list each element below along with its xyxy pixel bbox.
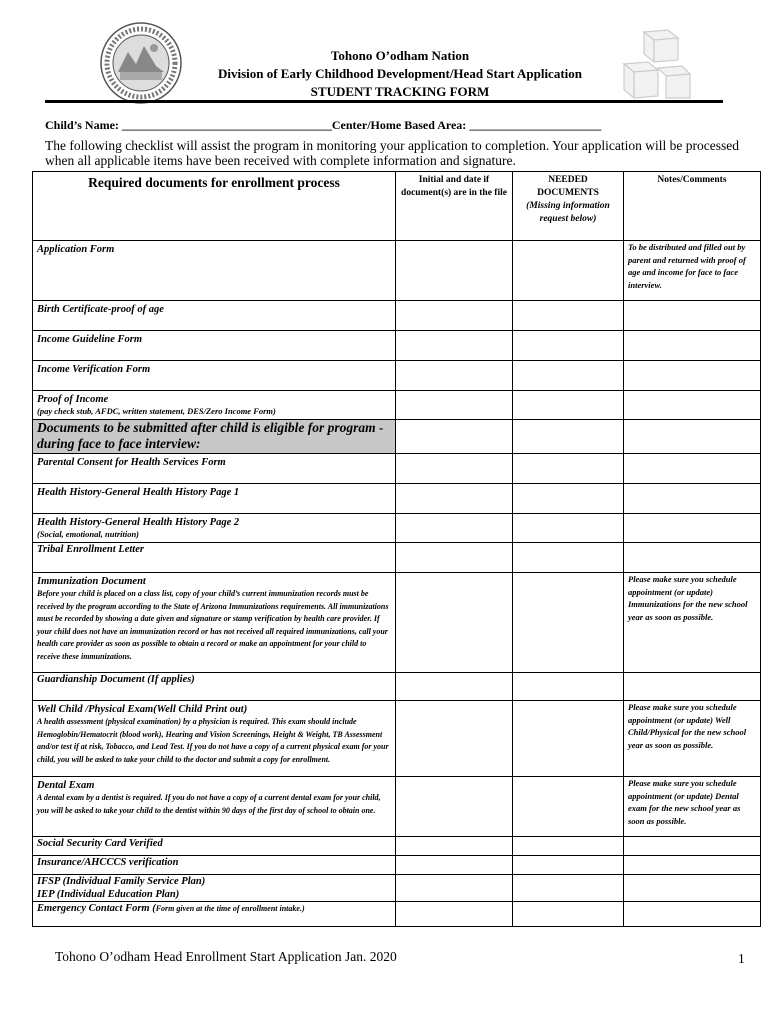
table-row — [33, 543, 761, 573]
needed-cell[interactable] — [513, 454, 624, 484]
row-cell — [33, 573, 396, 673]
needed-docs-label: NEEDED DOCUMENTS — [537, 175, 599, 198]
table-row — [33, 902, 761, 927]
row-cell — [33, 701, 396, 777]
note-cell[interactable] — [624, 514, 761, 543]
row-cell — [33, 875, 396, 902]
initial-date-cell[interactable] — [396, 573, 513, 673]
table-row — [33, 301, 761, 331]
needed-cell[interactable] — [513, 837, 624, 856]
row-label: Application Form — [33, 241, 396, 301]
row-detail: Before your child is placed on a class list, copy of your child’s current immunization records must be received by the program according to the State of Arizona Immunizations requirements. All immunizations must be recorded by showing a date given and signature or stamp verification by health care provider. If your child does not have an immunization record or has not received all required immunizations, call your health care provider as soon as possible to obtain a record or make an appointment for your child to receive these immunizations. — [37, 589, 389, 661]
row-label: Income Verification Form — [33, 361, 396, 391]
row-detail: A dental exam by a dentist is required. If you do not have a copy of a current dental exam for your child, you will be asked to take your child to the dentist within 90 days of the first day of school to obtain one. — [37, 793, 381, 815]
note-cell[interactable] — [624, 361, 761, 391]
org-title: Tohono O’odham Nation — [330, 48, 470, 63]
needed-cell[interactable] — [513, 875, 624, 902]
note-cell[interactable] — [624, 484, 761, 514]
col-header-needed — [513, 172, 624, 241]
row-label: Guardianship Document (If applies) — [33, 673, 396, 701]
note-cell[interactable] — [624, 875, 761, 902]
row-label: Proof of Income — [37, 394, 109, 405]
row-label: Income Guideline Form — [33, 331, 396, 361]
note-cell[interactable] — [624, 856, 761, 875]
missing-info-label: (Missing information request below) — [526, 201, 610, 224]
table-row — [33, 573, 761, 673]
table-row — [33, 454, 761, 484]
row-detail: A health assessment (physical examination) by a physician is required. This exam should include Hemoglobin/Hematocrit (blood work), Hearing and Vision Screenings, Height & Weight, TB Assessment and/or test if at risk, Tobacco, and Lead Test. If you do not have a copy of a current physical exam for your child, you will be asked to take your child to the doctor and submit a copy for enrollment. — [37, 717, 389, 764]
note-cell: Please make sure you schedule appointment (or update) Dental exam for the new school year as soon as possible. — [624, 777, 761, 837]
col-header-initial-date: Initial and date if document(s) are in the file — [396, 172, 513, 241]
table-row — [33, 837, 761, 856]
enrollment-checklist-table — [32, 171, 761, 927]
initial-date-cell[interactable] — [396, 331, 513, 361]
note-cell: Please make sure you schedule appointment (or update) Immunizations for the new school year as soon as possible. — [624, 573, 761, 673]
table-header-row — [33, 172, 761, 241]
note-cell[interactable] — [624, 391, 761, 420]
row-label: Dental Exam — [37, 780, 95, 791]
name-row — [45, 118, 601, 133]
section-header-row — [33, 420, 761, 454]
initial-date-cell — [396, 420, 513, 454]
needed-cell[interactable] — [513, 902, 624, 927]
needed-cell[interactable] — [513, 484, 624, 514]
division-title: Division of Early Childhood Development/Head Start Application — [217, 66, 583, 81]
childs-name-field[interactable]: ___________________________________ — [121, 118, 332, 132]
row-detail: (Social, emotional, nutrition) — [37, 529, 140, 539]
initial-date-cell[interactable] — [396, 673, 513, 701]
needed-cell[interactable] — [513, 331, 624, 361]
initial-date-cell[interactable] — [396, 856, 513, 875]
row-label: Emergency Contact Form ( — [37, 903, 156, 914]
row-label: Birth Certificate-proof of age — [33, 301, 396, 331]
row-label: Tribal Enrollment Letter — [33, 543, 396, 573]
form-title: STUDENT TRACKING FORM — [310, 84, 490, 99]
initial-date-cell[interactable] — [396, 241, 513, 301]
initial-date-cell[interactable] — [396, 301, 513, 331]
needed-cell[interactable] — [513, 673, 624, 701]
needed-cell[interactable] — [513, 777, 624, 837]
ifsp-label: IFSP (Individual Family Service Plan) — [37, 876, 206, 887]
table-row — [33, 777, 761, 837]
col-header-notes: Notes/Comments — [624, 172, 761, 241]
initial-date-cell[interactable] — [396, 543, 513, 573]
initial-date-cell[interactable] — [396, 875, 513, 902]
row-label: Health History-General Health History Page 1 — [33, 484, 396, 514]
initial-date-cell[interactable] — [396, 514, 513, 543]
table-row — [33, 331, 761, 361]
row-label: Well Child /Physical Exam(Well Child Print out) — [37, 704, 248, 715]
note-cell[interactable] — [624, 902, 761, 927]
note-cell[interactable] — [624, 837, 761, 856]
intro-text: The following checklist will assist the program in monitoring your application to completion. Your application will be processed when all applicable items have been received with complete information and signature. — [45, 138, 740, 168]
needed-cell[interactable] — [513, 856, 624, 875]
initial-date-cell[interactable] — [396, 701, 513, 777]
needed-cell[interactable] — [513, 241, 624, 301]
row-detail: Form given at the time of enrollment intake.) — [155, 904, 305, 913]
table-row — [33, 391, 761, 420]
row-label: Parental Consent for Health Services Form — [33, 454, 396, 484]
iep-label: IEP (Individual Education Plan) — [37, 889, 180, 900]
needed-cell[interactable] — [513, 701, 624, 777]
note-cell[interactable] — [624, 454, 761, 484]
initial-date-cell[interactable] — [396, 454, 513, 484]
row-cell — [33, 391, 396, 420]
header-divider — [45, 100, 723, 103]
needed-cell[interactable] — [513, 573, 624, 673]
footer-text: Tohono O’odham Head Enrollment Start Application Jan. 2020 — [55, 949, 397, 964]
row-label: Health History-General Health History Page 2 — [37, 517, 240, 528]
center-area-field[interactable]: ______________________ — [469, 118, 602, 132]
needed-cell — [513, 420, 624, 454]
col-header-documents: Required documents for enrollment process — [33, 172, 396, 241]
initial-date-cell[interactable] — [396, 837, 513, 856]
section-header: Documents to be submitted after child is eligible for program - during face to face interview: — [33, 420, 396, 454]
note-cell[interactable] — [624, 673, 761, 701]
needed-cell[interactable] — [513, 514, 624, 543]
row-label: Insurance/AHCCCS verification — [33, 856, 396, 875]
childs-name-label: Child’s Name: — [45, 118, 122, 132]
needed-cell[interactable] — [513, 301, 624, 331]
table-row — [33, 875, 761, 902]
row-detail: (pay check stub, AFDC, written statement, DES/Zero Income Form) — [37, 406, 276, 416]
row-cell — [33, 777, 396, 837]
table-row — [33, 701, 761, 777]
page-number: 1 — [738, 951, 745, 966]
note-cell: Please make sure you schedule appointment (or update) Well Child/Physical for the new school year as soon as possible. — [624, 701, 761, 777]
initial-date-cell[interactable] — [396, 391, 513, 420]
note-cell[interactable] — [624, 301, 761, 331]
note-cell — [624, 420, 761, 454]
note-cell[interactable] — [624, 543, 761, 573]
initial-date-cell[interactable] — [396, 484, 513, 514]
center-area-label: Center/Home Based Area: — [331, 118, 470, 132]
table-row — [33, 856, 761, 875]
row-cell — [33, 514, 396, 543]
note-cell[interactable] — [624, 331, 761, 361]
needed-cell[interactable] — [513, 391, 624, 420]
initial-date-cell[interactable] — [396, 902, 513, 927]
needed-cell[interactable] — [513, 543, 624, 573]
table-row — [33, 484, 761, 514]
initial-date-cell[interactable] — [396, 777, 513, 837]
initial-date-cell[interactable] — [396, 361, 513, 391]
table-row — [33, 241, 761, 301]
row-cell — [33, 902, 396, 927]
table-row — [33, 673, 761, 701]
row-label: Immunization Document — [37, 576, 146, 587]
table-row — [33, 361, 761, 391]
needed-cell[interactable] — [513, 361, 624, 391]
note-cell: To be distributed and filled out by parent and returned with proof of age and income for face to face interview. — [624, 241, 761, 301]
table-row — [33, 514, 761, 543]
row-label: Social Security Card Verified — [33, 837, 396, 856]
